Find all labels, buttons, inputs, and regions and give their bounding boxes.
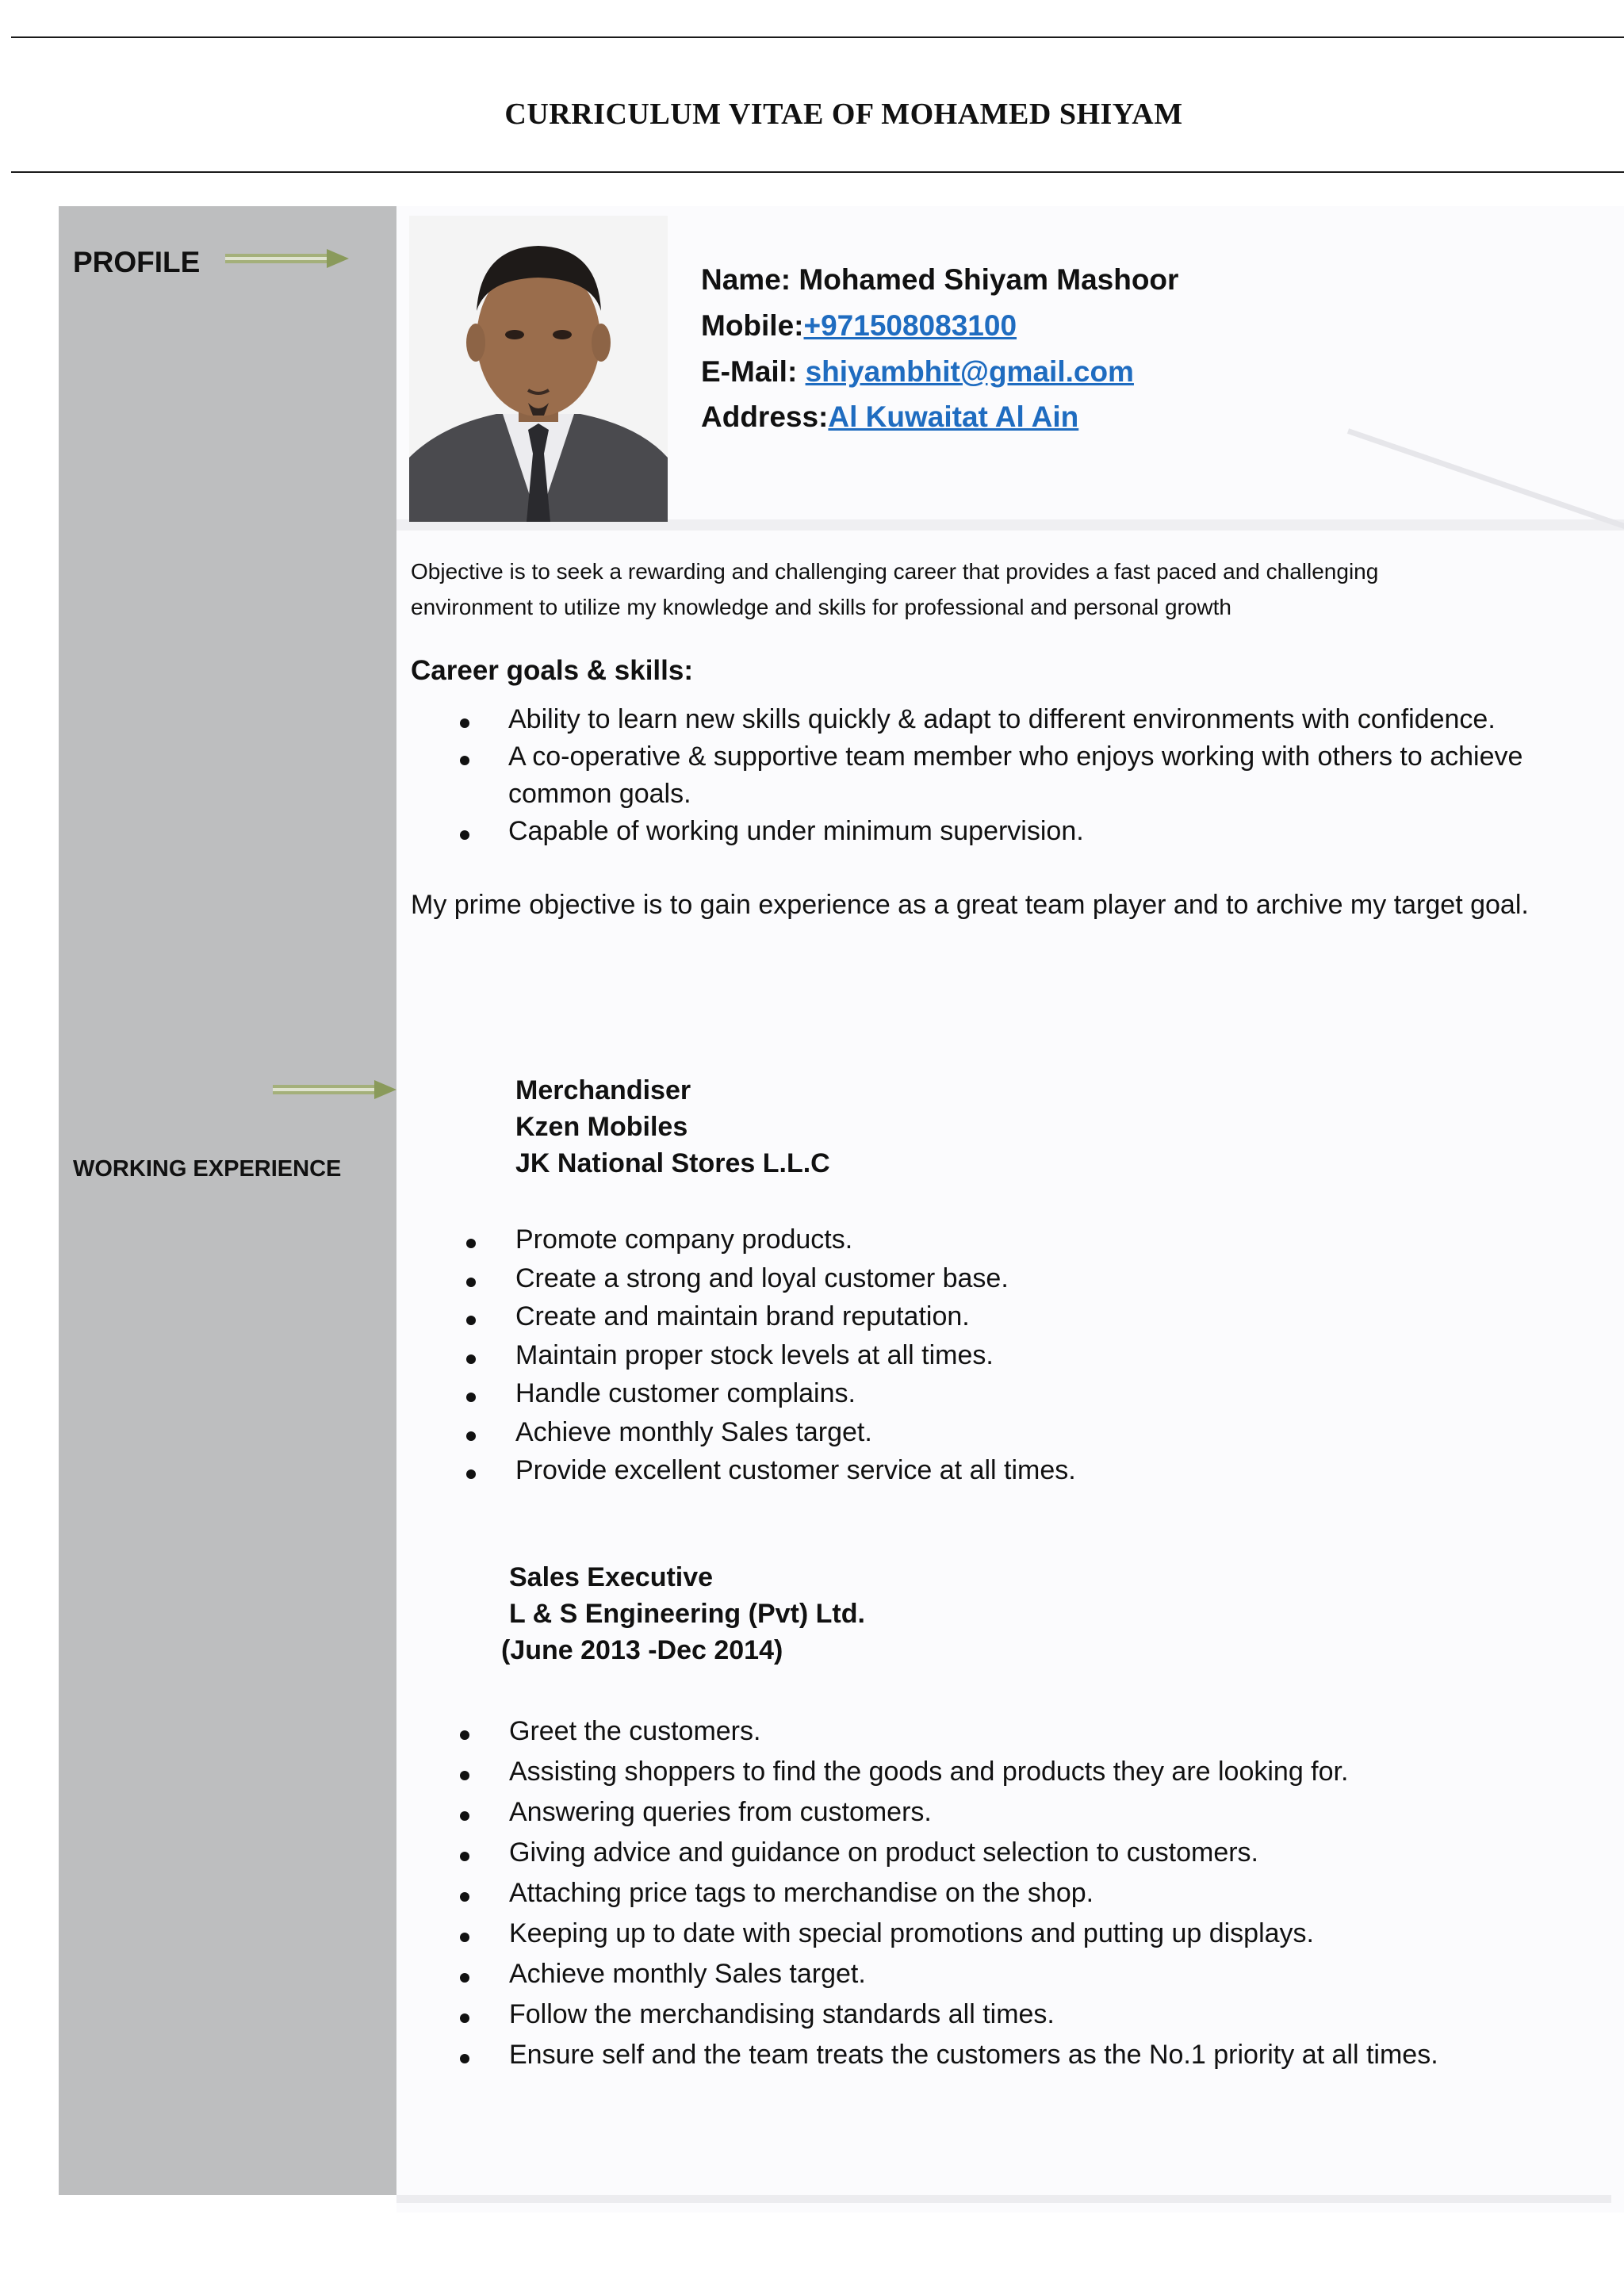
duty-text: Ensure self and the team treats the customers as the No.1 priority at all times. <box>509 2040 1438 2070</box>
mobile-label: Mobile: <box>701 309 804 342</box>
profile-label: PROFILE <box>73 246 201 278</box>
profile-arrow-icon <box>224 246 350 273</box>
email-label: E-Mail: <box>701 355 798 388</box>
top-rule <box>11 36 1624 38</box>
prime-objective: My prime objective is to gain experience as a great team player and to archive my target goal. <box>411 890 1529 920</box>
name-value: Mohamed Shiyam Mashoor <box>799 263 1179 296</box>
career-item: A co-operative & supportive team member who enjoys working with others to achieve <box>508 741 1523 772</box>
career-item-continuation: common goals. <box>508 779 691 809</box>
name-label: Name: <box>701 263 791 296</box>
address-link[interactable]: Al Kuwaitat Al Ain <box>828 400 1079 433</box>
career-item: Ability to learn new skills quickly & adapt to different environments with confidence. <box>508 704 1496 734</box>
profile-photo <box>409 216 668 522</box>
duty-text: Answering queries from customers. <box>509 1797 932 1827</box>
document-title: CURRICULUM VITAE OF MOHAMED SHIYAM <box>504 98 1183 131</box>
address-label: Address: <box>701 400 829 433</box>
mobile-link[interactable]: +971508083100 <box>803 309 1017 342</box>
career-item: Capable of working under minimum supervision. <box>508 816 1084 846</box>
objective-line-2: environment to utilize my knowledge and skills for professional and personal growth <box>411 595 1231 619</box>
duty-text: Greet the customers. <box>509 1716 761 1746</box>
duty-text: Assisting shoppers to find the goods and products they are looking for. <box>509 1757 1349 1787</box>
title-rule <box>11 171 1624 173</box>
job-2-title: Sales Executive <box>509 1562 714 1592</box>
duty-text: Handle customer complains. <box>515 1378 856 1408</box>
job-1-company: Kzen Mobiles <box>515 1112 688 1142</box>
job-2-company: L & S Engineering (Pvt) Ltd. <box>509 1599 865 1629</box>
sidebar <box>59 206 396 2195</box>
duty-text: Giving advice and guidance on product selection to customers. <box>509 1837 1258 1868</box>
job-2-period: (June 2013 -Dec 2014) <box>501 1635 783 1665</box>
duty-text: Promote company products. <box>515 1224 853 1255</box>
duty-text: Keeping up to date with special promotions and putting up displays. <box>509 1918 1314 1948</box>
working-experience-label: WORKING EXPERIENCE <box>73 1156 342 1182</box>
duty-text: Attaching price tags to merchandise on the shop. <box>509 1878 1094 1908</box>
email-link[interactable]: shiyambhit@gmail.com <box>805 355 1134 388</box>
duty-text: Achieve monthly Sales target. <box>509 1959 866 1989</box>
duty-text: Follow the merchandising standards all times. <box>509 1999 1055 2029</box>
duty-text: Maintain proper stock levels at all times. <box>515 1339 994 1370</box>
duty-text: Create and maintain brand reputation. <box>515 1301 970 1331</box>
duty-text: Create a strong and loyal customer base. <box>515 1262 1009 1293</box>
contact-name <box>701 257 1178 303</box>
contact-address <box>701 394 1078 440</box>
job-1-employer: JK National Stores L.L.C <box>515 1148 830 1178</box>
experience-arrow-icon <box>271 1077 398 1104</box>
objective-line-1: Objective is to seek a rewarding and challenging career that provides a fast paced and challenging <box>411 559 1379 584</box>
duty-text: Achieve monthly Sales target. <box>515 1416 872 1447</box>
career-heading: Career goals & skills: <box>411 655 693 686</box>
contact-email <box>701 349 1134 395</box>
duty-text: Provide excellent customer service at all times. <box>515 1455 1076 1485</box>
contact-mobile <box>701 303 1017 349</box>
content-bottom-shade <box>396 2195 1611 2203</box>
job-1-title: Merchandiser <box>515 1075 691 1105</box>
